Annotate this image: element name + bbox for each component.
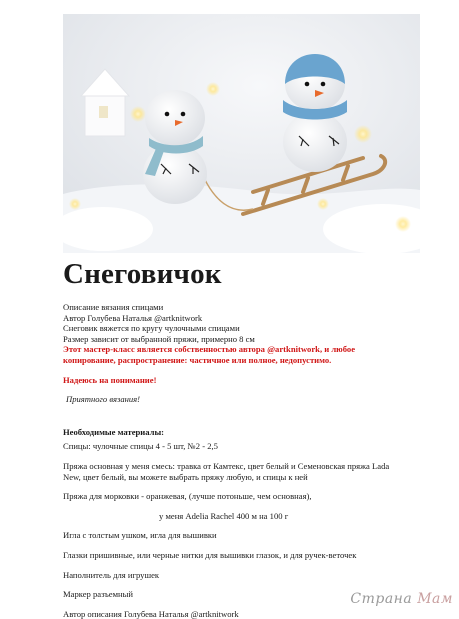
materials-item: Наполнитель для игрушек (63, 569, 160, 580)
intro-line: Автор Голубева Наталья @artknitwork (63, 312, 203, 323)
materials-heading: Необходимые материалы: (63, 426, 165, 437)
intro-line: Снеговик вяжется по кругу чулочными спицами (63, 323, 240, 334)
materials-item: Автор описания Голубева Наталья @artknitwork (63, 608, 239, 619)
watermark-part: Мам (417, 591, 453, 607)
copyright-notice: копирование, распространение: частичное или полное, недопустимо. (63, 354, 332, 365)
materials-item: Пряжа для морковки - оранжевая, (лучше потоньше, чем основная), (63, 491, 312, 502)
materials-item: Маркер разъемный (63, 589, 134, 600)
materials-item: Спицы: чулочные спицы 4 - 5 шт, №2 - 2,5 (63, 441, 218, 452)
description (63, 302, 425, 619)
materials-item: Глазки пришивные, или черные нитки для вышивки глазок, и для ручек-веточек (63, 549, 357, 560)
watermark-part: Страна (350, 591, 413, 607)
snowmen-photo (63, 14, 420, 253)
materials-item: у меня Adelia Rachel 400 м на 100 г (159, 510, 289, 521)
intro-line: Описание вязания спицами (63, 302, 164, 312)
wish-text: Приятного вязания! (66, 394, 141, 405)
watermark-logo (350, 591, 453, 607)
thanks-text: Надеюсь на понимание! (63, 374, 157, 385)
title-photo (63, 14, 420, 253)
intro-line: Размер зависит от выбранной пряжи, примерно 8 см (63, 333, 255, 344)
materials-item: Игла с толстым ушком, игла для вышивки (63, 530, 217, 541)
materials-item: Пряжа основная у меня смесь: травка от Камтекс, цвет белый и Семеновская пряжа Lada (63, 460, 390, 471)
copyright-notice: Этот мастер-класс является собственностью автора @artknitwork, и любое (63, 344, 356, 355)
page-title: Снеговичок (63, 258, 222, 290)
materials-item: New, цвет белый, вы можете выбрать пряжу любую, и спицы к ней (63, 471, 308, 482)
